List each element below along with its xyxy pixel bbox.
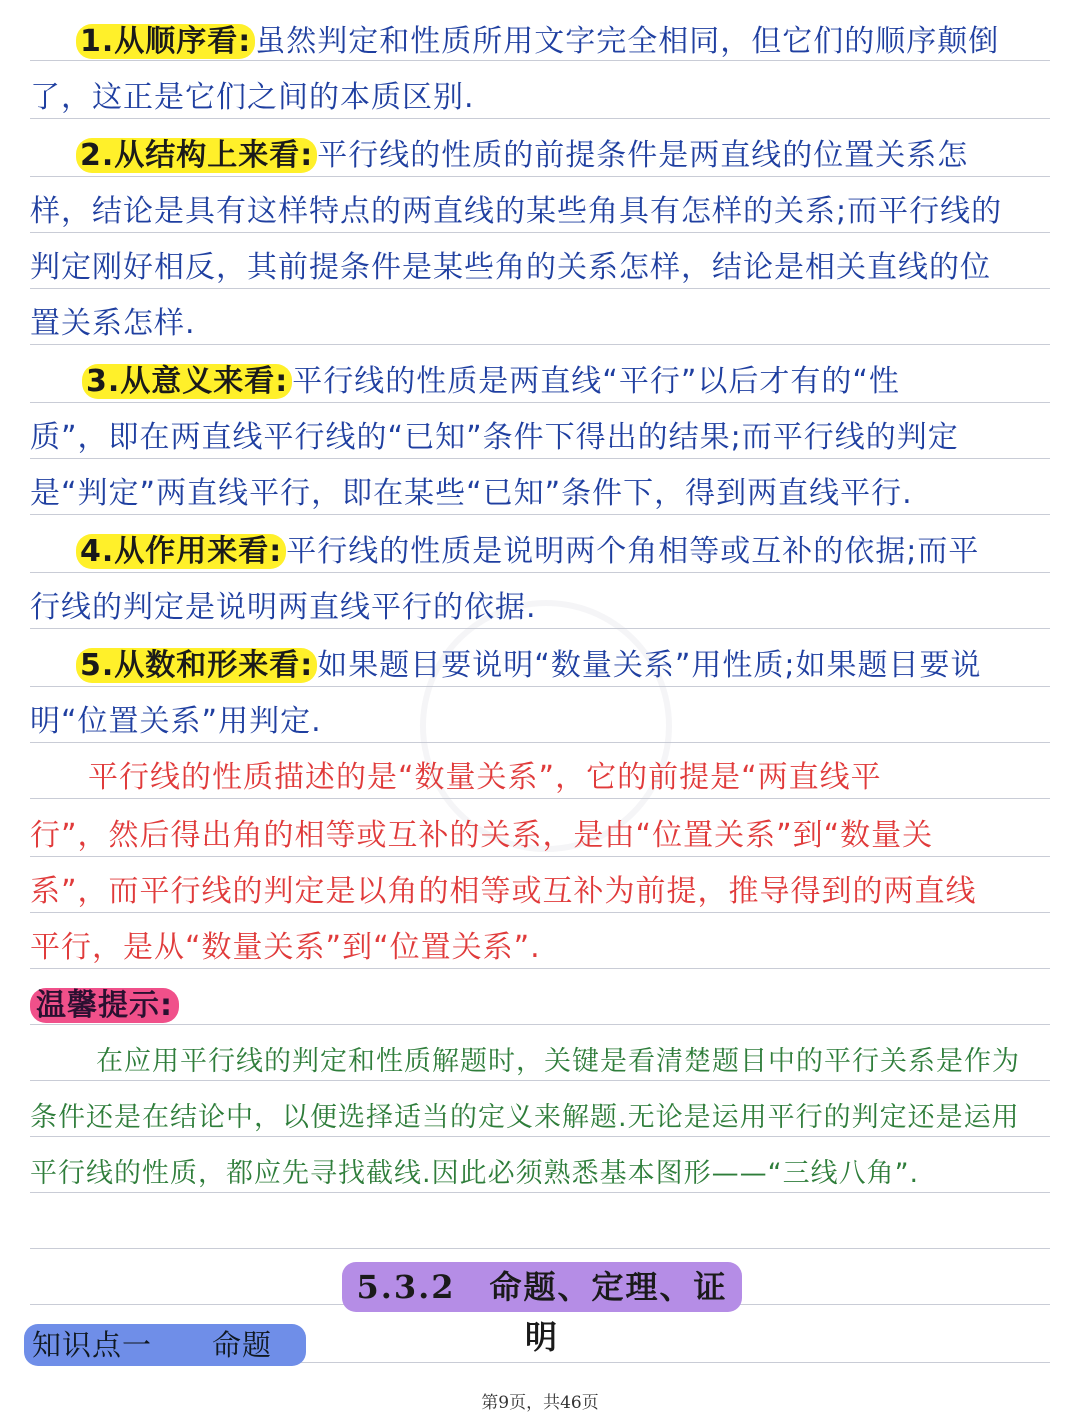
paragraph-3-label: 3.从意义来看:: [82, 364, 292, 399]
paragraph-4-line-1: [30, 530, 1050, 574]
paragraph-5-line-2: 明“位置关系”用判定.: [30, 704, 322, 739]
paragraph-2-text: 平行线的性质的前提条件是两直线的位置关系怎: [317, 138, 969, 173]
summary-line-4: 平行，是从“数量关系”到“位置关系”.: [30, 930, 541, 965]
paragraph-4-label: 4.从作用来看:: [76, 534, 286, 569]
tip-label: 温馨提示:: [30, 988, 179, 1023]
tip-heading: [30, 984, 1050, 1028]
paragraph-1-text: 虽然判定和性质所用文字完全相同，但它们的顺序颠倒: [255, 24, 1000, 59]
summary-line-1: [30, 756, 1050, 800]
tip-line-2: 条件还是在结论中，以便选择适当的定义来解题.无论是运用平行的判定还是运用: [30, 1102, 1020, 1133]
page-number: 第9页，共46页: [481, 1393, 599, 1413]
summary-text-1: 平行线的性质描述的是“数量关系”，它的前提是“两直线平: [88, 760, 882, 795]
tip-line-3: 平行线的性质，都应先寻找截线.因此必须熟悉基本图形——“三线八角”.: [30, 1158, 920, 1189]
paragraph-1-line-2: 了，这正是它们之间的本质区别.: [30, 80, 475, 115]
paragraph-1-label: 1.从顺序看:: [76, 24, 255, 59]
paragraph-3-line-2: 质”，即在两直线平行线的“已知”条件下得出的结果;而平行线的判定: [30, 420, 959, 455]
tip-line-1: [30, 1040, 1050, 1084]
paragraph-1-line-1: [30, 20, 1050, 64]
paragraph-3-line-3: 是“判定”两直线平行，即在某些“已知”条件下，得到两直线平行.: [30, 476, 913, 511]
paragraph-2-line-1: [30, 134, 1050, 178]
summary-line-3: 系”，而平行线的判定是以角的相等或互补为前提，推导得到的两直线: [30, 874, 977, 909]
knowledge-point-tag: 知识点一 命题: [24, 1324, 306, 1366]
ruled-line: [30, 1248, 1050, 1249]
paragraph-2-label: 2.从结构上来看:: [76, 138, 317, 173]
paragraph-5-line-1: [30, 644, 1050, 688]
section-title: 5.3.2 命题、定理、证明: [342, 1262, 742, 1312]
paragraph-5-text: 如果题目要说明“数量关系”用性质;如果题目要说: [317, 648, 982, 683]
paragraph-5-label: 5.从数和形来看:: [76, 648, 317, 683]
paragraph-3-text: 平行线的性质是两直线“平行”以后才有的“性: [292, 364, 900, 399]
summary-line-2: 行”，然后得出角的相等或互补的关系，是由“位置关系”到“数量关: [30, 818, 934, 853]
paragraph-2-line-4: 置关系怎样.: [30, 306, 196, 341]
paragraph-4-line-2: 行线的判定是说明两直线平行的依据.: [30, 590, 537, 625]
tip-text-1: 在应用平行线的判定和性质解题时，关键是看清楚题目中的平行关系是作为: [96, 1046, 1020, 1077]
paragraph-2-line-3: 判定刚好相反，其前提条件是某些角的关系怎样，结论是相关直线的位: [30, 250, 991, 285]
paragraph-2-line-2: 样，结论是具有这样特点的两直线的某些角具有怎样的关系;而平行线的: [30, 194, 1003, 229]
paragraph-4-text: 平行线的性质是说明两个角相等或互补的依据;而平: [286, 534, 980, 569]
paragraph-3-line-1: [30, 360, 1050, 404]
